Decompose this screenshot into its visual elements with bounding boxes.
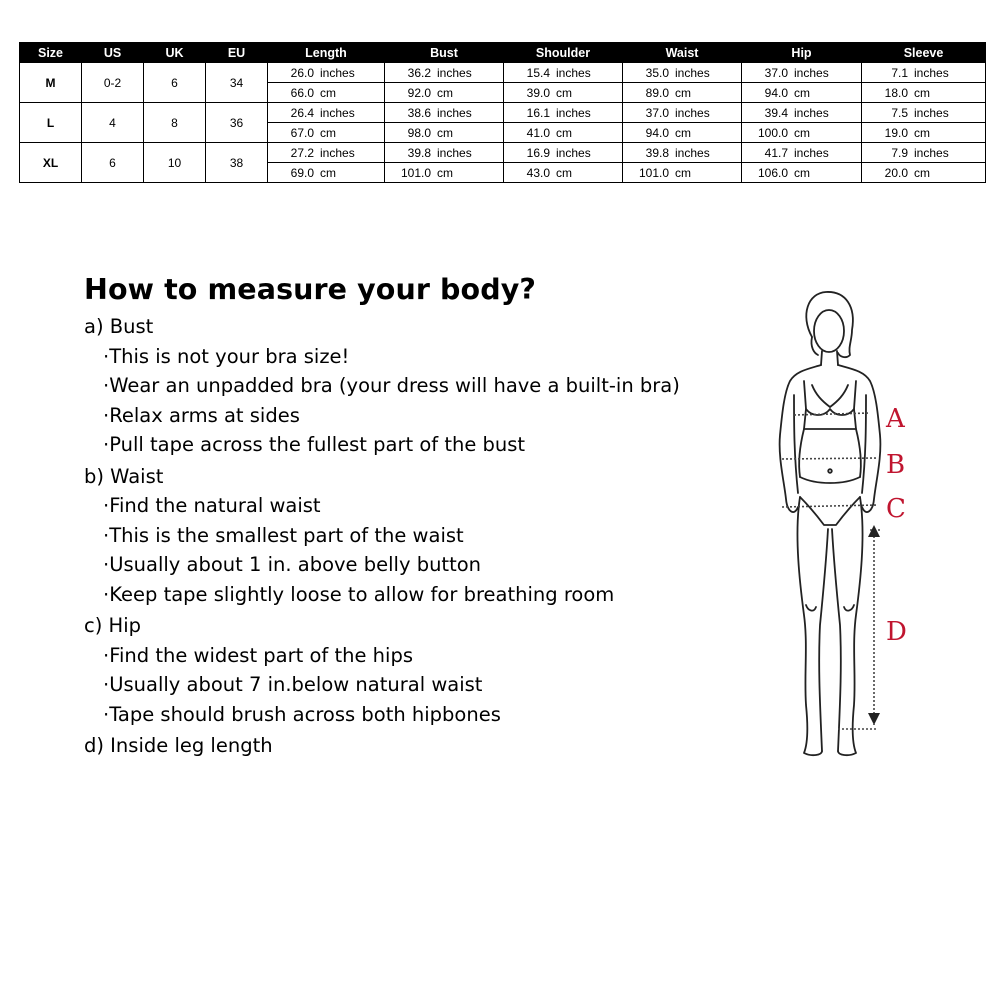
length-in-cell — [268, 143, 385, 163]
header-bust: Bust — [385, 43, 504, 63]
waist-in-cell — [623, 143, 742, 163]
guide-tip: ·Relax arms at sides — [103, 403, 300, 427]
cm-unit-label: cm — [794, 165, 810, 180]
size-row-inches — [20, 63, 986, 83]
header-size: Size — [20, 43, 82, 63]
us-size-cell: 0-2 — [82, 63, 144, 103]
hip-in-value: 39.4 — [764, 105, 788, 120]
shoulder-in-value: 15.4 — [526, 65, 550, 80]
waist-in-value: 35.0 — [645, 65, 669, 80]
us-size-cell: 4 — [82, 103, 144, 143]
sleeve-cm-cell — [862, 83, 986, 103]
in-unit-label: inches — [914, 65, 949, 80]
shoulder-cm-value: 41.0 — [526, 125, 550, 140]
in-unit-label: inches — [437, 145, 472, 160]
cm-unit-label: cm — [914, 125, 930, 140]
cm-unit-label: cm — [556, 165, 572, 180]
sleeve-in-value: 7.1 — [891, 65, 908, 80]
in-unit-label: inches — [914, 145, 949, 160]
in-unit-label: inches — [794, 65, 829, 80]
hip-cm-value: 106.0 — [757, 165, 788, 180]
hip-in-cell — [742, 103, 862, 123]
waist-in-cell — [623, 63, 742, 83]
length-in-value: 27.2 — [290, 145, 314, 160]
cm-unit-label: cm — [675, 85, 691, 100]
length-cm-value: 66.0 — [290, 85, 314, 100]
eu-size-cell: 38 — [206, 143, 268, 183]
cm-unit-label: cm — [320, 165, 336, 180]
cm-unit-label: cm — [556, 85, 572, 100]
hip-cm-cell — [742, 83, 862, 103]
body-outline-illustration — [760, 285, 930, 770]
bust-in-cell — [385, 63, 504, 83]
cm-unit-label: cm — [320, 125, 336, 140]
shoulder-cm-value: 39.0 — [526, 85, 550, 100]
guide-tip: ·Keep tape slightly loose to allow for breathing room — [103, 582, 615, 606]
shoulder-in-cell — [504, 103, 623, 123]
eu-size-cell: 36 — [206, 103, 268, 143]
guide-section-label: b) Waist — [84, 464, 164, 488]
figure-label-a: A — [886, 404, 905, 434]
shoulder-in-value: 16.1 — [526, 105, 550, 120]
shoulder-cm-value: 43.0 — [526, 165, 550, 180]
uk-size-cell: 10 — [144, 143, 206, 183]
sleeve-cm-value: 18.0 — [884, 85, 908, 100]
hip-in-cell — [742, 143, 862, 163]
shoulder-cm-cell — [504, 83, 623, 103]
sleeve-cm-value: 20.0 — [884, 165, 908, 180]
in-unit-label: inches — [914, 105, 949, 120]
length-in-value: 26.4 — [290, 105, 314, 120]
in-unit-label: inches — [675, 105, 710, 120]
uk-size-cell: 6 — [144, 63, 206, 103]
size-label-cell: L — [20, 103, 82, 143]
cm-unit-label: cm — [556, 125, 572, 140]
shoulder-in-value: 16.9 — [526, 145, 550, 160]
in-unit-label: inches — [556, 65, 591, 80]
waist-cm-cell — [623, 163, 742, 183]
size-chart-body — [20, 63, 986, 183]
size-row-inches — [20, 103, 986, 123]
measuring-guide — [84, 270, 724, 761]
length-cm-cell — [268, 123, 385, 143]
length-in-value: 26.0 — [290, 65, 314, 80]
header-sleeve: Sleeve — [862, 43, 986, 63]
guide-tip: ·This is the smallest part of the waist — [103, 523, 464, 547]
guide-tip: ·Find the natural waist — [103, 494, 321, 517]
length-cm-cell — [268, 83, 385, 103]
cm-unit-label: cm — [794, 85, 810, 100]
waist-cm-value: 89.0 — [645, 85, 669, 100]
guide-title: How to measure your body? — [84, 273, 537, 306]
in-unit-label: inches — [794, 105, 829, 120]
eu-size-cell: 34 — [206, 63, 268, 103]
guide-tip: ·Tape should brush across both hipbones — [103, 702, 501, 726]
hip-cm-value: 94.0 — [764, 85, 788, 100]
body-measurement-figure — [760, 285, 930, 770]
in-unit-label: inches — [437, 65, 472, 80]
sleeve-in-cell — [862, 103, 986, 123]
waist-cm-cell — [623, 123, 742, 143]
bust-in-value: 39.8 — [407, 145, 431, 160]
size-chart-table — [19, 42, 986, 183]
shoulder-in-cell — [504, 63, 623, 83]
hip-in-cell — [742, 63, 862, 83]
waist-cm-cell — [623, 83, 742, 103]
shoulder-in-cell — [504, 143, 623, 163]
header-hip: Hip — [742, 43, 862, 63]
in-unit-label: inches — [675, 65, 710, 80]
length-in-cell — [268, 103, 385, 123]
length-in-cell — [268, 63, 385, 83]
figure-label-b: B — [886, 450, 906, 480]
cm-unit-label: cm — [320, 85, 336, 100]
guide-tip: ·Find the widest part of the hips — [103, 643, 413, 667]
hip-cm-cell — [742, 123, 862, 143]
bust-cm-value: 92.0 — [407, 85, 431, 100]
shoulder-cm-cell — [504, 123, 623, 143]
cm-unit-label: cm — [914, 85, 930, 100]
guide-section-label: c) Hip — [84, 614, 141, 637]
hip-cm-value: 100.0 — [757, 125, 788, 140]
figure-label-c: C — [886, 494, 906, 524]
bust-cm-value: 98.0 — [407, 125, 431, 140]
header-length: Length — [268, 43, 385, 63]
in-unit-label: inches — [320, 65, 355, 80]
bust-in-cell — [385, 143, 504, 163]
bust-in-value: 38.6 — [407, 105, 431, 120]
guide-tip: ·This is not your bra size! — [103, 344, 350, 368]
guide-tip: ·Usually about 7 in.below natural waist — [103, 673, 483, 696]
header-uk: UK — [144, 43, 206, 63]
size-row-inches — [20, 143, 986, 163]
waist-in-value: 39.8 — [645, 145, 669, 160]
size-label-cell: XL — [20, 143, 82, 183]
uk-size-cell: 8 — [144, 103, 206, 143]
sleeve-cm-cell — [862, 163, 986, 183]
size-label-cell: M — [20, 63, 82, 103]
waist-in-cell — [623, 103, 742, 123]
bust-cm-value: 101.0 — [400, 165, 431, 180]
waist-cm-value: 94.0 — [645, 125, 669, 140]
sleeve-cm-cell — [862, 123, 986, 143]
guide-tip: ·Usually about 1 in. above belly button — [103, 553, 482, 576]
header-us: US — [82, 43, 144, 63]
cm-unit-label: cm — [675, 125, 691, 140]
waist-cm-value: 101.0 — [638, 165, 669, 180]
shoulder-cm-cell — [504, 163, 623, 183]
figure-label-d: D — [886, 617, 907, 647]
sleeve-in-cell — [862, 143, 986, 163]
in-unit-label: inches — [320, 105, 355, 120]
sleeve-cm-value: 19.0 — [884, 125, 908, 140]
in-unit-label: inches — [675, 145, 710, 160]
waist-in-value: 37.0 — [645, 105, 669, 120]
cm-unit-label: cm — [794, 125, 810, 140]
cm-unit-label: cm — [914, 165, 930, 180]
header-shoulder: Shoulder — [504, 43, 623, 63]
hip-in-value: 37.0 — [764, 65, 788, 80]
length-cm-cell — [268, 163, 385, 183]
in-unit-label: inches — [320, 145, 355, 160]
sleeve-in-value: 7.9 — [891, 145, 908, 160]
guide-sections — [84, 312, 724, 761]
bust-cm-cell — [385, 163, 504, 183]
us-size-cell: 6 — [82, 143, 144, 183]
guide-tip: ·Wear an unpadded bra (your dress will have a built-in bra) — [103, 374, 680, 397]
bust-cm-cell — [385, 123, 504, 143]
length-cm-value: 69.0 — [290, 165, 314, 180]
cm-unit-label: cm — [675, 165, 691, 180]
hip-cm-cell — [742, 163, 862, 183]
cm-unit-label: cm — [437, 85, 453, 100]
bust-cm-cell — [385, 83, 504, 103]
bust-in-cell — [385, 103, 504, 123]
guide-tip: ·Pull tape across the fullest part of the bust — [103, 433, 526, 456]
in-unit-label: inches — [437, 105, 472, 120]
in-unit-label: inches — [556, 145, 591, 160]
sleeve-in-value: 7.5 — [891, 105, 908, 120]
length-cm-value: 67.0 — [290, 125, 314, 140]
bust-in-value: 36.2 — [407, 65, 431, 80]
cm-unit-label: cm — [437, 125, 453, 140]
cm-unit-label: cm — [437, 165, 453, 180]
in-unit-label: inches — [794, 145, 829, 160]
guide-section-label: a) Bust — [84, 315, 154, 338]
size-chart-header-row — [20, 43, 986, 63]
header-waist: Waist — [623, 43, 742, 63]
sleeve-in-cell — [862, 63, 986, 83]
header-eu: EU — [206, 43, 268, 63]
guide-section-label: d) Inside leg length — [84, 734, 273, 757]
hip-in-value: 41.7 — [764, 145, 788, 160]
in-unit-label: inches — [556, 105, 591, 120]
